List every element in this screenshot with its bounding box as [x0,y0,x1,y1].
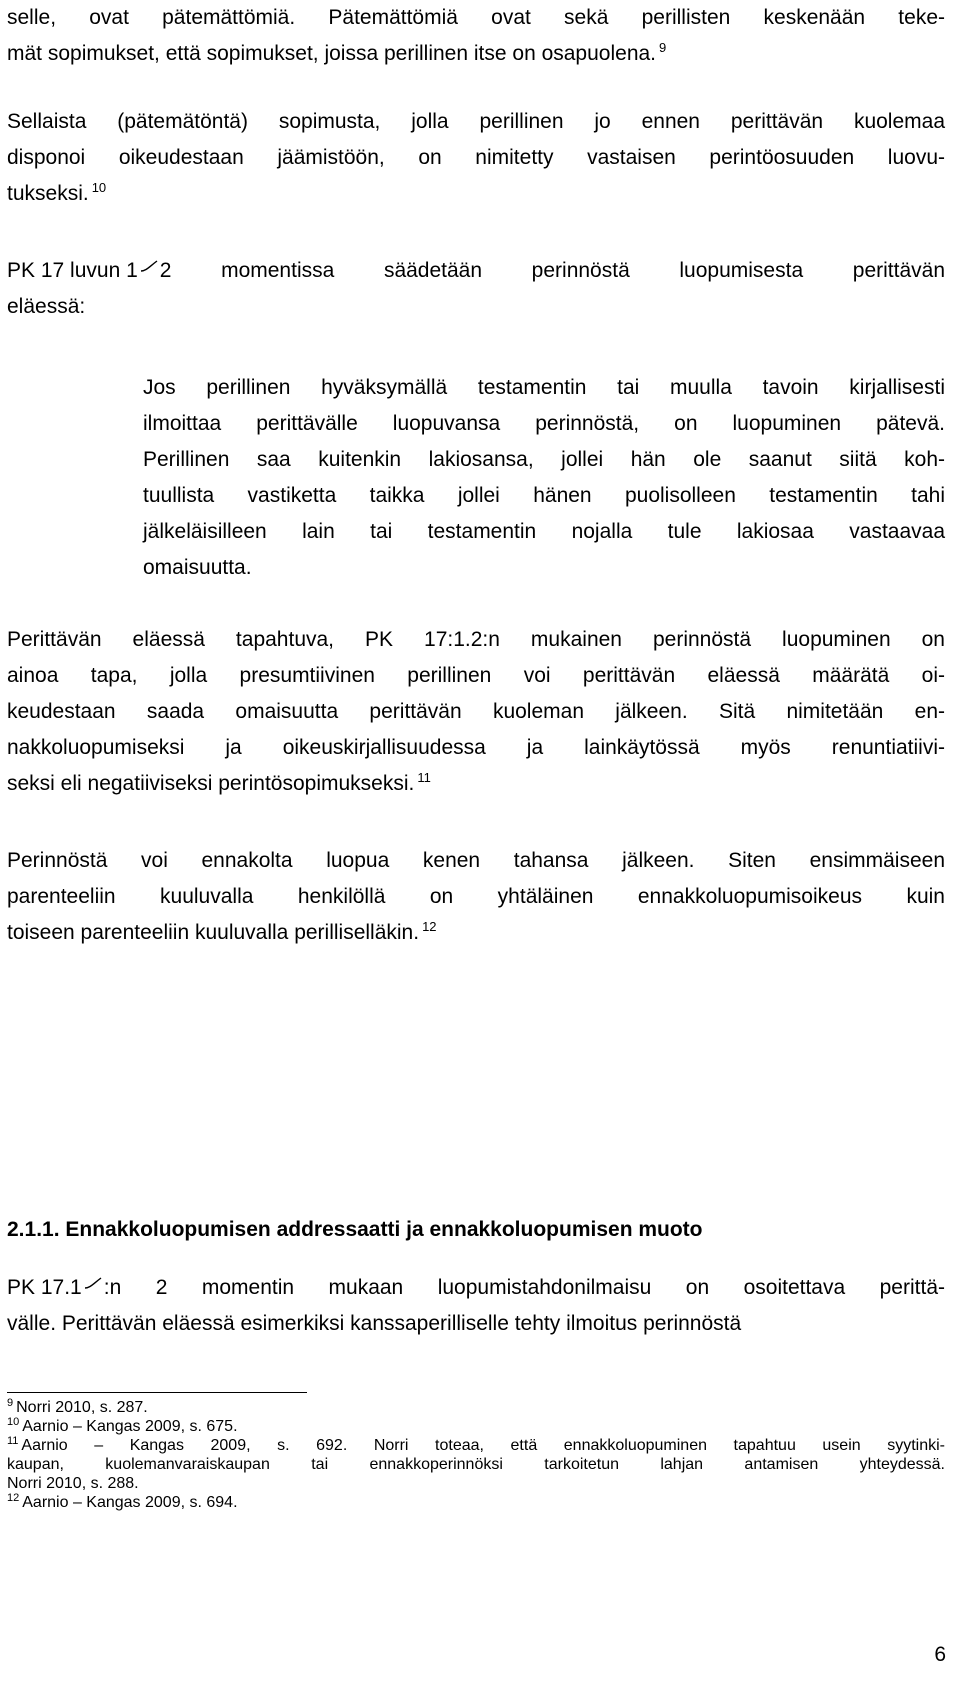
footnote-11-number: 11 [7,1434,19,1447]
paragraph-5-line-3-text: toiseen parenteeliin kuuluvalla perilliselläkin. [7,921,420,944]
section-sign-icon-2 [82,1270,104,1280]
paragraph-6 [7,1270,945,1342]
paragraph-1-line-2-text: mät sopimukset, että sopimukset, joissa perillinen itse on osapuolena. [7,42,657,65]
paragraph-2-line-2: disponoi oikeudestaan jäämistöön, on nimitetty vastaisen perintöosuuden luovu- [7,146,945,169]
paragraph-3-line-2: eläessä: [7,295,86,318]
paragraph-2 [7,104,945,212]
paragraph-4-line-1: Perittävän eläessä tapahtuva, PK 17:1.2:n mukainen perinnöstä luopuminen on [7,628,945,651]
paragraph-3-line-1-a: PK 17 luvun 1 [7,259,138,282]
footnote-separator [7,1392,307,1393]
paragraph-2-line-1: Sellaista (pätemätöntä) sopimusta, jolla perillinen jo ennen perittävän kuolemaa [7,110,945,133]
paragraph-3 [7,253,945,325]
quote-line-5: jälkeläisilleen lain tai testamentin nojalla tule lakiosaa vastaavaa [143,520,945,543]
paragraph-1-line-2 [7,36,945,72]
statute-quote [143,370,945,586]
page-number: 6 [934,1643,946,1666]
paragraph-3-line-1-b: 2 momentissa säädetään perinnöstä luopumisesta perittävän [159,259,945,282]
paragraph-1-line-1: selle, ovat pätemättömiä. Pätemättömiä ovat sekä perillisten keskenään teke- [7,6,945,29]
paragraph-6-line-1-b: :n 2 momentin mukaan luopumistahdonilmaisu on osoitettava perittä- [103,1276,945,1299]
footnote-ref-9[interactable]: 9 [659,40,667,55]
paragraph-4-line-2: ainoa tapa, jolla presumtiivinen perillinen voi perittävän eläessä määrätä oi- [7,664,945,687]
quote-line-3: Perillinen saa kuitenkin lakiosansa, jollei hän ole saanut siitä koh- [143,448,945,471]
section-heading: 2.1.1. Ennakkoluopumisen addressaatti ja ennakkoluopumisen muoto [7,1218,703,1241]
footnote-9-text: Norri 2010, s. 287. [16,1399,148,1416]
quote-line-2: ilmoittaa perittävälle luopuvansa perinnöstä, on luopuminen pätevä. [143,412,945,435]
paragraph-6-line-1 [7,1270,945,1306]
section-sign-icon [138,253,160,263]
footnote-10-text: Aarnio – Kangas 2009, s. 675. [22,1418,238,1435]
paragraph-4-line-4: nakkoluopumiseksi ja oikeuskirjallisuudessa ja lainkäytössä myös renuntiatiivi- [7,736,945,759]
quote-line-6: omaisuutta. [143,556,252,579]
paragraph-4-line-5-text: seksi eli negatiiviseksi perintösopimukseksi. [7,772,415,795]
paragraph-3-line-1 [7,253,945,289]
quote-line-4: tuullista vastiketta taikka jollei hänen puolisolleen testamentin tahi [143,484,945,507]
paragraph-5-line-2: parenteeliin kuuluvalla henkilöllä on yhtäläinen ennakkoluopumisoikeus kuin [7,885,945,908]
paragraph-6-line-2: välle. Perittävän eläessä esimerkiksi kanssaperilliselle tehty ilmoitus perinnöstä [7,1312,742,1335]
paragraph-1 [7,0,945,72]
paragraph-4-line-5 [7,766,945,802]
quote-line-1: Jos perillinen hyväksymällä testamentin tai muulla tavoin kirjallisesti [143,376,945,399]
section-sign-icon-2-svg [83,1272,103,1292]
paragraph-2-line-3-text: tukseksi. [7,182,89,205]
footnote-ref-11[interactable]: 11 [417,770,431,785]
paragraph-5-line-3 [7,915,945,951]
footnote-11-line-2: kaupan, kuolemanvaraiskaupan tai ennakkoperinnöksi tarkoitetun lahjan antamisen yhteydessä. [7,1456,945,1473]
paragraph-6-line-1-a: PK 17.1 [7,1276,82,1299]
paragraph-4 [7,622,945,802]
paragraph-5-line-1: Perinnöstä voi ennakolta luopua kenen tahansa jälkeen. Siten ensimmäiseen [7,849,945,872]
paragraph-2-line-3 [7,176,945,212]
footnotes [7,1398,945,1512]
paragraph-4-line-3: keudestaan saada omaisuutta perittävän kuoleman jälkeen. Sitä nimitetään en- [7,700,945,723]
footnote-ref-12[interactable]: 12 [422,919,437,934]
paragraph-5 [7,843,945,951]
footnote-11-line-3: Norri 2010, s. 288. [7,1475,139,1492]
footnote-10-number: 10 [7,1415,20,1428]
footnote-12-number: 12 [7,1491,20,1504]
footnote-12-text: Aarnio – Kangas 2009, s. 694. [22,1494,238,1511]
footnote-11-text-1: Aarnio – Kangas 2009, s. 692. Norri toteaa, että ennakkoluopuminen tapahtuu usein syytinki- [21,1437,945,1454]
footnote-12 [7,1493,945,1512]
footnote-10 [7,1417,945,1436]
footnote-11 [7,1436,945,1455]
footnote-9-number: 9 [7,1396,14,1409]
footnote-9 [7,1398,945,1417]
section-sign-icon-svg [139,255,159,275]
footnote-ref-10[interactable]: 10 [91,180,107,195]
